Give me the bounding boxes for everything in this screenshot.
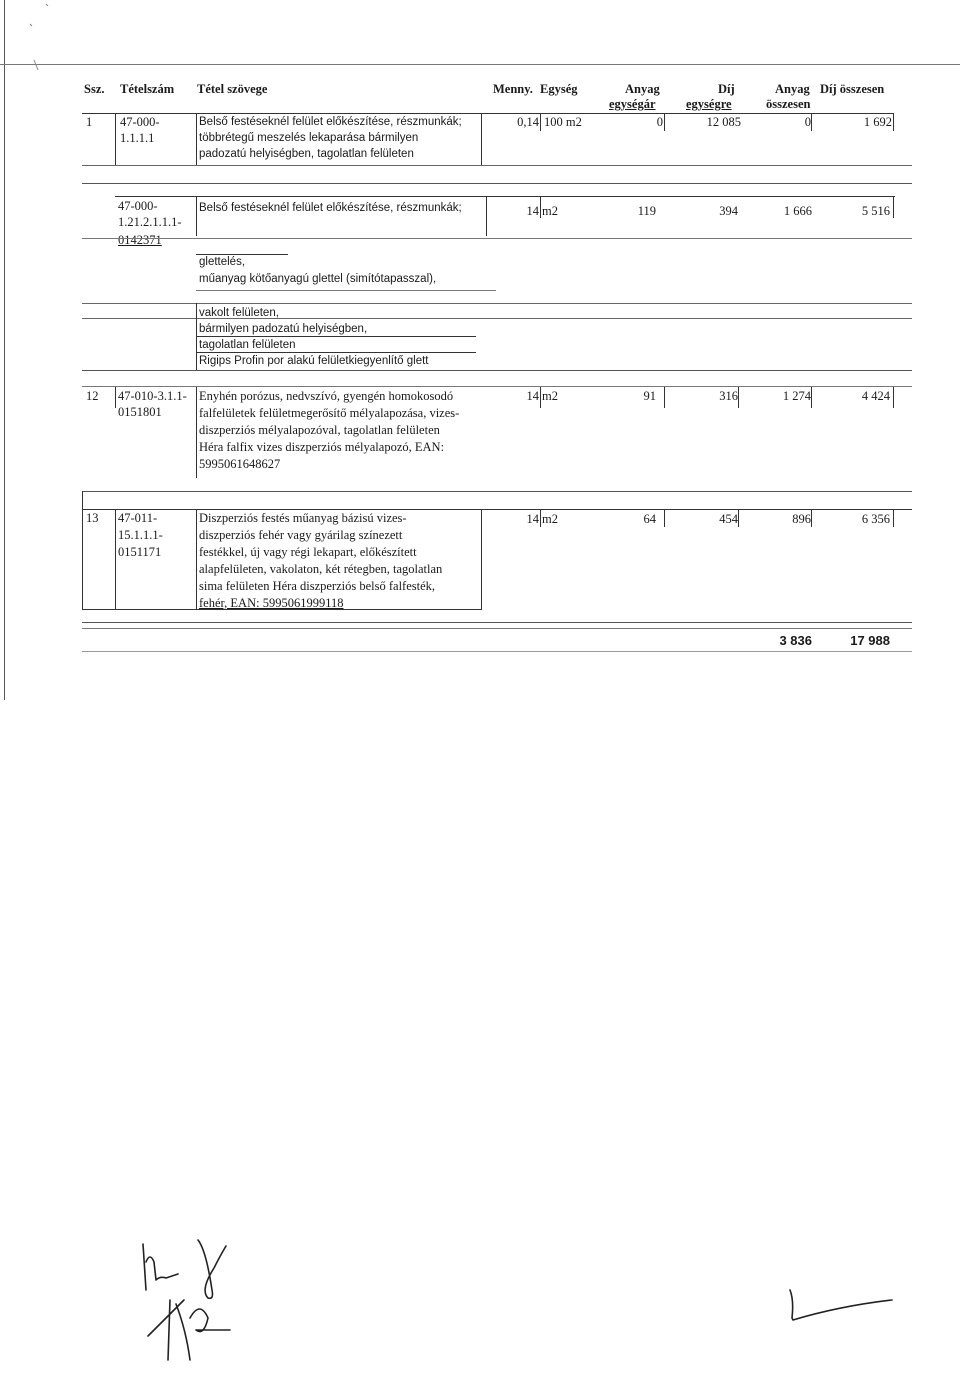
row-dij-egysegre: 12 085 — [706, 115, 741, 129]
header-anyag-egysegar-2: egységár — [609, 97, 656, 111]
row-tetelszam-line: 47-011- — [118, 511, 158, 525]
total-anyag: 3 836 — [779, 633, 812, 648]
row-tetelszam-line: 0151801 — [118, 405, 162, 419]
row-text-line: Héra falfix vizes diszperziós mélyalapozó, EAN: — [199, 440, 445, 454]
header-anyag-osszesen-1: Anyag — [775, 82, 810, 96]
row-ssz: 13 — [86, 511, 99, 525]
row-anyag-osszesen: 896 — [792, 512, 811, 526]
total-dij: 17 988 — [850, 633, 890, 648]
row-tetelszam-line: 0151171 — [118, 545, 162, 559]
header-tetel-szovege: Tétel szövege — [197, 82, 268, 96]
row-ssz: 12 — [86, 389, 99, 403]
row-menny: 14 — [526, 512, 539, 526]
row-text-line: 5995061648627 — [199, 457, 281, 471]
row-anyag-egysegar: 64 — [643, 512, 656, 526]
row-tetelszam-line: 1.1.1.1 — [120, 131, 155, 145]
row-egyseg: m2 — [542, 512, 558, 526]
row-anyag-osszesen: 0 — [804, 115, 811, 129]
row-text-line: többrétegű meszelés lekaparása bármilyen — [199, 132, 419, 144]
row-dij-egysegre: 454 — [719, 512, 738, 526]
row-text-line: sima felületen Héra diszperziós belső falfesték, — [199, 579, 436, 593]
row-text-line: diszperziós fehér vagy gyárilag színezett — [199, 528, 403, 542]
row-tetelszam-line: 47-000- — [118, 199, 158, 213]
header-dij-egysegre-2: egységre — [686, 97, 732, 111]
row-text-line: glettelés, — [199, 256, 246, 268]
row-text-line: padozatú helyiségben, tagolatlan felületen — [199, 148, 414, 160]
row-text-line: Diszperziós festés műanyag bázisú vizes- — [199, 511, 407, 525]
header-menny: Menny. — [493, 82, 533, 96]
row-anyag-egysegar: 119 — [637, 204, 656, 218]
header-anyag-egysegar-1: Anyag — [625, 82, 660, 96]
row-text-line: műanyag kötőanyagú glettel (simítótapasszal), — [199, 273, 437, 285]
row-text-line: fehér, EAN: 5995061999118 — [199, 596, 344, 610]
row-tetelszam-line: 0142371 — [118, 233, 162, 247]
header-tetelszam: Tételszám — [120, 82, 175, 96]
row-tetelszam-line: 15.1.1.1- — [118, 528, 163, 542]
row-egyseg: m2 — [542, 389, 558, 403]
header-dij-egysegre-1: Díj — [718, 82, 735, 96]
row-text-line: diszperziós mélyalapozóval, tagolatlan felületen — [199, 423, 440, 437]
row-text-line: alapfelületen, vakolaton, két rétegben, tagolatlan — [199, 562, 443, 576]
row-text-line: bármilyen padozatú helyiségben, — [199, 323, 368, 335]
row-anyag-osszesen: 1 274 — [782, 389, 811, 403]
signature-mark — [148, 1300, 230, 1360]
row-menny: 0,14 — [517, 115, 539, 129]
row-text-line: Belső festéseknél felület előkészítése, részmunkák; — [199, 202, 462, 214]
row-tetelszam-line: 47-000- — [120, 115, 160, 129]
row-dij-osszesen: 1 692 — [863, 115, 892, 129]
row-text-line: festékkel, új vagy régi lekapart, előkészített — [199, 545, 417, 559]
row-tetelszam-line: 47-010-3.1.1- — [118, 389, 187, 403]
row-menny: 14 — [526, 389, 539, 403]
row-dij-osszesen: 4 424 — [861, 389, 890, 403]
signature-mark — [790, 1290, 892, 1320]
row-ssz: 1 — [86, 115, 93, 129]
header-dij-osszesen: Díj összesen — [820, 82, 885, 96]
signature-mark — [143, 1244, 178, 1290]
header-egyseg: Egység — [540, 82, 578, 96]
row-dij-egysegre: 394 — [719, 204, 738, 218]
row-dij-egysegre: 316 — [719, 389, 738, 403]
signature-mark — [198, 1240, 226, 1298]
row-tetelszam-line: 1.21.2.1.1.1- — [118, 215, 182, 229]
row-text-line: Rigips Profin por alakú felületkiegyenlítő glett — [199, 355, 429, 367]
row-menny: 14 — [526, 204, 539, 218]
row-text-line: Belső festéseknél felület előkészítése, részmunkák; — [199, 116, 462, 128]
row-dij-osszesen: 6 356 — [861, 512, 890, 526]
row-text-line: Enyhén porózus, nedvszívó, gyengén homokosodó — [199, 389, 454, 403]
row-text-line: falfelületek felületmegerősítő mélyalapozása, vizes- — [199, 406, 460, 420]
row-dij-osszesen: 5 516 — [861, 204, 890, 218]
row-egyseg: m2 — [542, 204, 558, 218]
row-text-line: vakolt felületen, — [199, 307, 279, 319]
row-text-line: tagolatlan felületen — [199, 339, 296, 351]
header-ssz: Ssz. — [84, 82, 105, 96]
header-anyag-osszesen-2: összesen — [766, 97, 811, 111]
row-anyag-egysegar: 0 — [656, 115, 663, 129]
row-anyag-osszesen: 1 666 — [783, 204, 812, 218]
row-egyseg: 100 m2 — [544, 115, 582, 129]
row-anyag-egysegar: 91 — [643, 389, 656, 403]
